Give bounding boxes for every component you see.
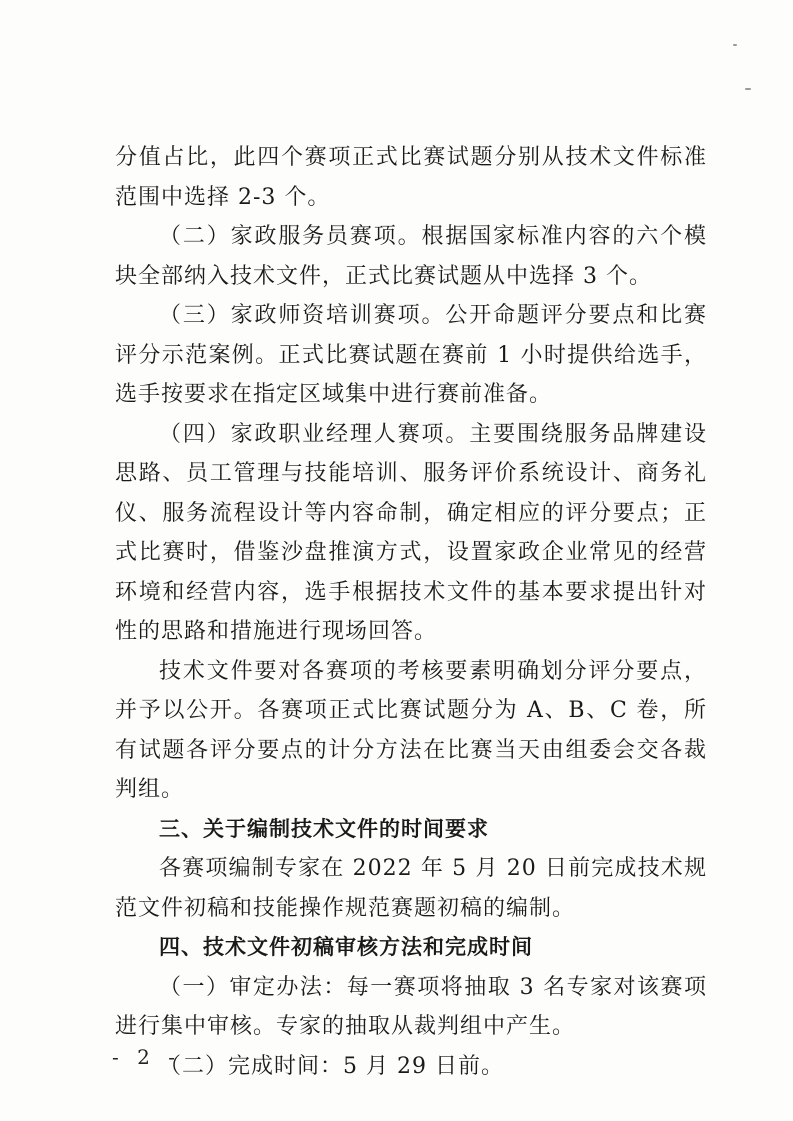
paragraph-domestic-service-worker: （二）家政服务员赛项。根据国家标准内容的六个模块全部纳入技术文件，正式比赛试题从中选择 3 个。 bbox=[115, 224, 707, 289]
scan-speck bbox=[733, 44, 737, 46]
paragraph-score-ratio: 分值占比，此四个赛项正式比赛试题分别从技术文件标准范围中选择 2-3 个。 bbox=[115, 145, 707, 210]
paragraph-career-manager: （四）家政职业经理人赛项。主要围绕服务品牌建设思路、员工管理与技能培训、服务评价系统设计、商务礼仪、服务流程设计等内容命制，确定相应的评分要点；正式比赛时，借鉴沙盘推演方式，设置家政企业常见的经营环境和经营内容，选手根据技术文件的基本要求提出针对性的思路和措施进行现场回答。 bbox=[115, 421, 707, 644]
page-number: - 2 - bbox=[112, 1045, 181, 1069]
scan-speck bbox=[745, 88, 751, 90]
paragraph-completion-time: （二）完成时间：5 月 29 日前。 bbox=[159, 1053, 504, 1079]
document-body bbox=[115, 138, 707, 1086]
paragraph-technical-files: 技术文件要对各赛项的考核要素明确划分评分要点，并予以公开。各赛项正式比赛试题分为 A、B、C 卷，所有试题各评分要点的计分方法在比赛当天由组委会交各裁判组。 bbox=[115, 658, 707, 802]
paragraph-teacher-training: （三）家政师资培训赛项。公开命题评分要点和比赛评分示范案例。正式比赛试题在赛前 1 小时提供给选手，选手按要求在指定区域集中进行赛前准备。 bbox=[115, 303, 707, 407]
section-heading-time-requirement: 三、关于编制技术文件的时间要求 bbox=[159, 816, 489, 841]
paragraph-drafting-deadline: 各赛项编制专家在 2022 年 5 月 20 日前完成技术规范文件初稿和技能操作规范赛题初稿的编制。 bbox=[115, 856, 707, 921]
section-heading-review-method: 四、技术文件初稿审核方法和完成时间 bbox=[159, 935, 533, 959]
paragraph-review-method: （一）审定办法：每一赛项将抽取 3 名专家对该赛项进行集中审核。专家的抽取从裁判组中产生。 bbox=[115, 974, 707, 1039]
